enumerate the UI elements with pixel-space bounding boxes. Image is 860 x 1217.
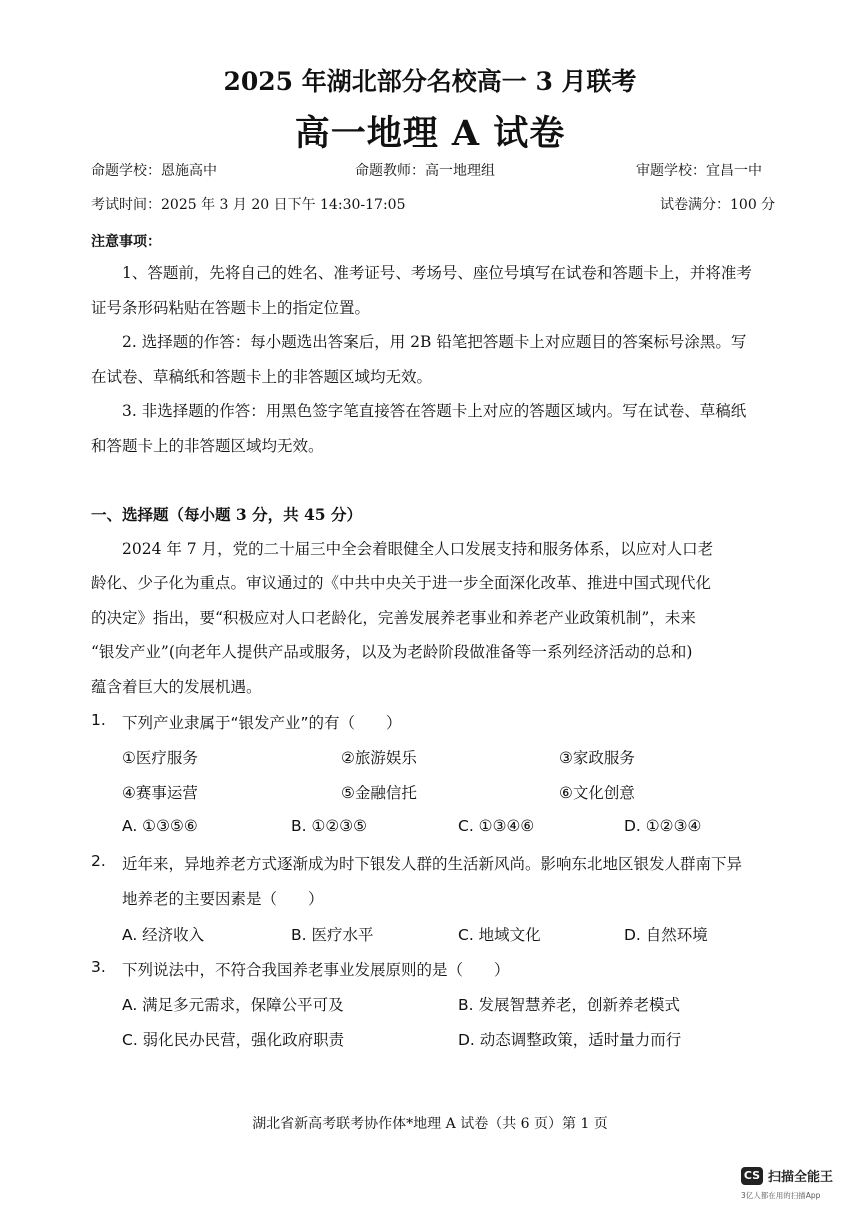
question-3-option-b: B. 发展智慧养老，创新养老模式 <box>458 996 680 1014</box>
passage-line-3: 的决定》指出，要“积极应对人口老龄化，完善发展养老事业和养老产业政策机制”，未来 <box>91 609 696 627</box>
paper-title: 高一地理 A 试卷 <box>294 113 566 154</box>
camscanner-name: 扫描全能王 <box>768 1170 834 1185</box>
question-3-stem: 下列说法中，不符合我国养老事业发展原则的是（ ） <box>122 961 510 979</box>
question-3-option-c: C. 弱化民办民营，强化政府职责 <box>122 1031 345 1049</box>
review-school: 审题学校：宜昌一中 <box>636 163 762 179</box>
note-3-line-1: 3. 非选择题的作答：用黑色签字笔直接答在答题卡上对应的答题区域内。写在试卷、草稿纸 <box>122 402 747 420</box>
question-2-option-c: C. 地域文化 <box>458 926 541 944</box>
question-2-stem-line-2: 地养老的主要因素是（ ） <box>122 890 324 908</box>
question-1-item-6: ⑥文化创意 <box>559 784 635 802</box>
question-1-stem: 下列产业隶属于“银发产业”的有（ ） <box>122 714 402 732</box>
exam-time: 考试时间：2025 年 3 月 20 日下午 14:30-17:05 <box>91 197 406 213</box>
note-2-line-2: 在试卷、草稿纸和答题卡上的非答题区域均无效。 <box>91 368 433 386</box>
question-1-option-b: B. ①②③⑤ <box>291 817 368 835</box>
question-2-option-d: D. 自然环境 <box>624 926 708 944</box>
passage-line-5: 蕴含着巨大的发展机遇。 <box>91 678 262 696</box>
question-2-stem-line-1: 近年来，异地养老方式逐渐成为时下银发人群的生活新风尚。影响东北地区银发人群南下异 <box>122 855 743 873</box>
question-1-option-d: D. ①②③④ <box>624 817 702 835</box>
question-2-option-a: A. 经济收入 <box>122 926 205 944</box>
passage-line-2: 龄化、少子化为重点。审议通过的《中共中央关于进一步全面深化改革、推进中国式现代化 <box>91 574 712 592</box>
question-1-item-1: ①医疗服务 <box>122 749 198 767</box>
passage-line-1: 2024 年 7 月，党的二十届三中全会着眼健全人口发展支持和服务体系，以应对人口老 <box>122 540 714 558</box>
question-1-item-3: ③家政服务 <box>559 749 635 767</box>
question-1-item-2: ②旅游娱乐 <box>341 749 417 767</box>
camscanner-logo-icon: CS <box>741 1167 763 1185</box>
setter-school: 命题学校：恩施高中 <box>91 163 217 179</box>
note-3-line-2: 和答题卡上的非答题区域均无效。 <box>91 437 324 455</box>
page-footer: 湖北省新高考联考协作体*地理 A 试卷（共 6 页）第 1 页 <box>252 1116 608 1132</box>
note-1-line-2: 证号条形码粘贴在答题卡上的指定位置。 <box>91 299 371 317</box>
notes-heading: 注意事项： <box>91 234 161 250</box>
camscanner-tagline: 3亿人都在用的扫描App <box>741 1191 821 1200</box>
question-1-option-a: A. ①③⑤⑥ <box>122 817 198 835</box>
full-score: 试卷满分：100 分 <box>660 197 776 213</box>
passage-line-4: “银发产业”(向老年人提供产品或服务，以及为老龄阶段做准备等一系列经济活动的总和) <box>91 643 693 661</box>
setter-teacher: 命题教师：高一地理组 <box>355 163 495 179</box>
question-1-item-4: ④赛事运营 <box>122 784 198 802</box>
exam-title: 2025 年湖北部分名校高一 3 月联考 <box>223 67 637 96</box>
question-2-option-b: B. 医疗水平 <box>291 926 374 944</box>
note-2-line-1: 2. 选择题的作答：每小题选出答案后，用 2B 铅笔把答题卡上对应题目的答案标号涂黑。写 <box>122 333 747 351</box>
question-3-number: 3. <box>91 958 106 976</box>
question-1-item-5: ⑤金融信托 <box>341 784 417 802</box>
question-3-option-d: D. 动态调整政策，适时量力而行 <box>458 1031 682 1049</box>
question-2-number: 2. <box>91 852 106 870</box>
question-3-option-a: A. 满足多元需求，保障公平可及 <box>122 996 344 1014</box>
section-heading: 一、选择题（每小题 3 分，共 45 分） <box>91 505 362 524</box>
note-1-line-1: 1、答题前，先将自己的姓名、准考证号、考场号、座位号填写在试卷和答题卡上，并将准考 <box>122 264 752 282</box>
question-1-number: 1. <box>91 711 106 729</box>
question-1-option-c: C. ①③④⑥ <box>458 817 535 835</box>
